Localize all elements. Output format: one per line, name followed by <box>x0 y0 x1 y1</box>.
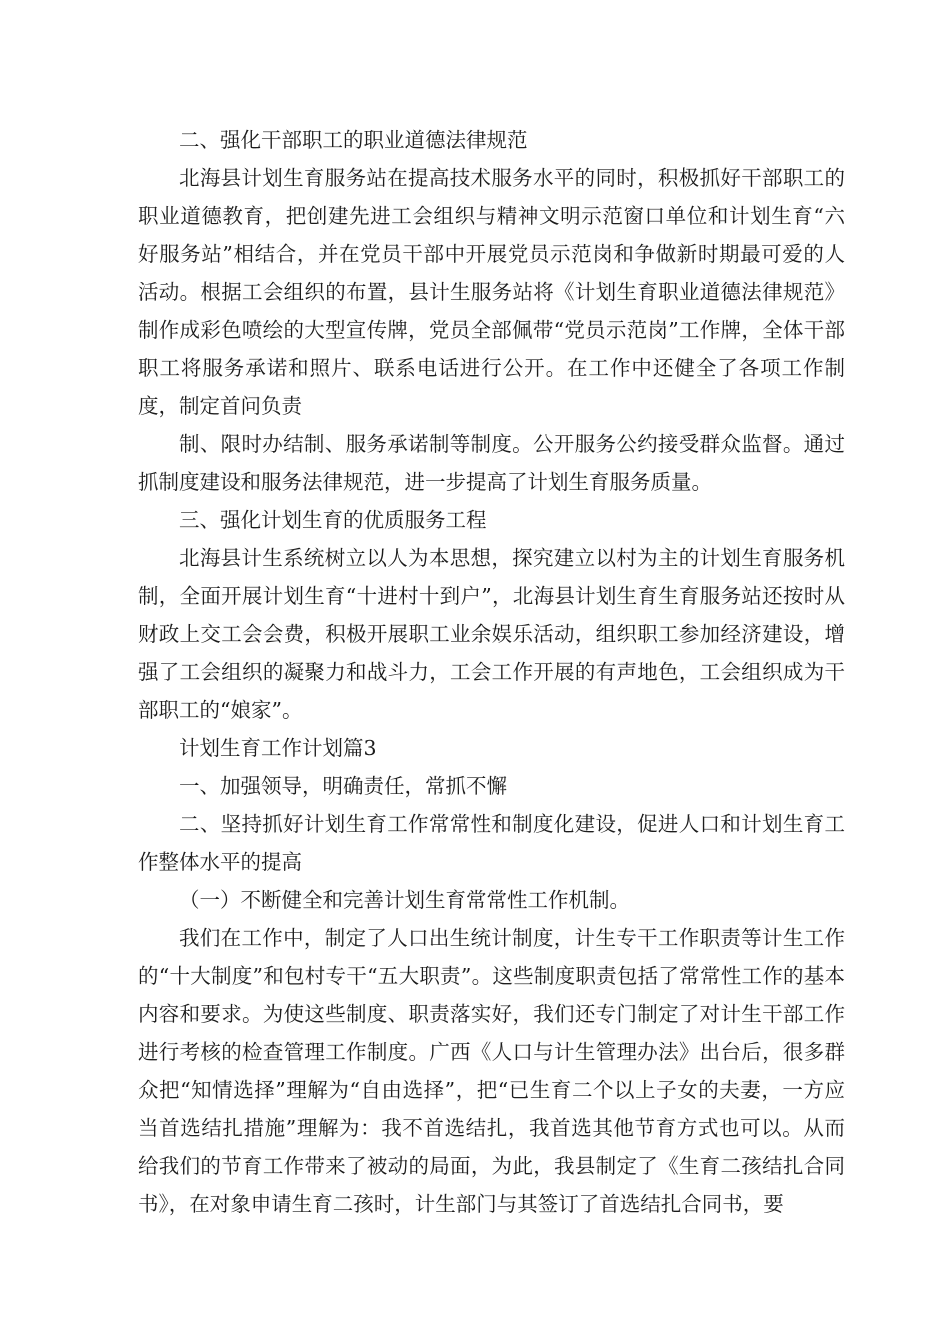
section-heading: 三、强化计划生育的优质服务工程 <box>179 508 487 532</box>
article-title: 计划生育工作计划篇3 <box>179 736 377 760</box>
section-heading: 二、坚持抓好计划生育工作常常性和制度化建设，促进人口和计划生育工作整体水平的提高 <box>138 812 845 874</box>
paragraph: 制、限时办结制、服务承诺制等制度。公开服务公约接受群众监督。通过抓制度建设和服务法律规范，进一步提高了计划生育服务质量。 <box>138 432 845 494</box>
section-heading: 一、加强领导，明确责任，常抓不懈 <box>179 774 507 798</box>
paragraph: 北海县计划生育服务站在提高技术服务水平的同时，积极抓好干部职工的职业道德教育，把创建先进工会组织与精神文明示范窗口单位和计划生育“六好服务站”相结合，并在党员干部中开展党员示范岗和争做新时期最可爱的人活动。根据工会组织的布置，县计生服务站将《计划生育职业道德法律规范》制作成彩色喷绘的大型宣传牌，党员全部佩带“党员示范岗”工作牌，全体干部职工将服务承诺和照片、联系电话进行公开。在工作中还健全了各项工作制度，制定首问负责 <box>138 166 845 418</box>
paragraph: 北海县计生系统树立以人为本思想，探究建立以村为主的计划生育服务机制，全面开展计划生育“十进村十到户”，北海县计划生育生育服务站还按时从财政上交工会会费，积极开展职工业余娱乐活动，组织职工参加经济建设，增强了工会组织的凝聚力和战斗力，工会工作开展的有声地色，工会组织成为干部职工的“娘家”。 <box>138 546 845 722</box>
paragraph: 我们在工作中，制定了人口出生统计制度，计生专干工作职责等计生工作的“十大制度”和包村专干“五大职责”。这些制度职责包括了常常性工作的基本内容和要求。为使这些制度、职责落实好，我们还专门制定了对计生干部工作进行考核的检查管理工作制度。广西《人口与计生管理办法》出台后，很多群众把“知情选择”理解为“自由选择”，把“已生育二个以上子女的夫妻，一方应当首选结扎措施”理解为：我不首选结扎，我首选其他节育方式也可以。从而给我们的节育工作带来了被动的局面，为此，我县制定了《生育二孩结扎合同书》，在对象申请生育二孩时，计生部门与其签订了首选结扎合同书，要 <box>138 926 845 1216</box>
sub-heading: （一）不断健全和完善计划生育常常性工作机制。 <box>179 888 630 912</box>
section-heading: 二、强化干部职工的职业道德法律规范 <box>179 128 528 152</box>
